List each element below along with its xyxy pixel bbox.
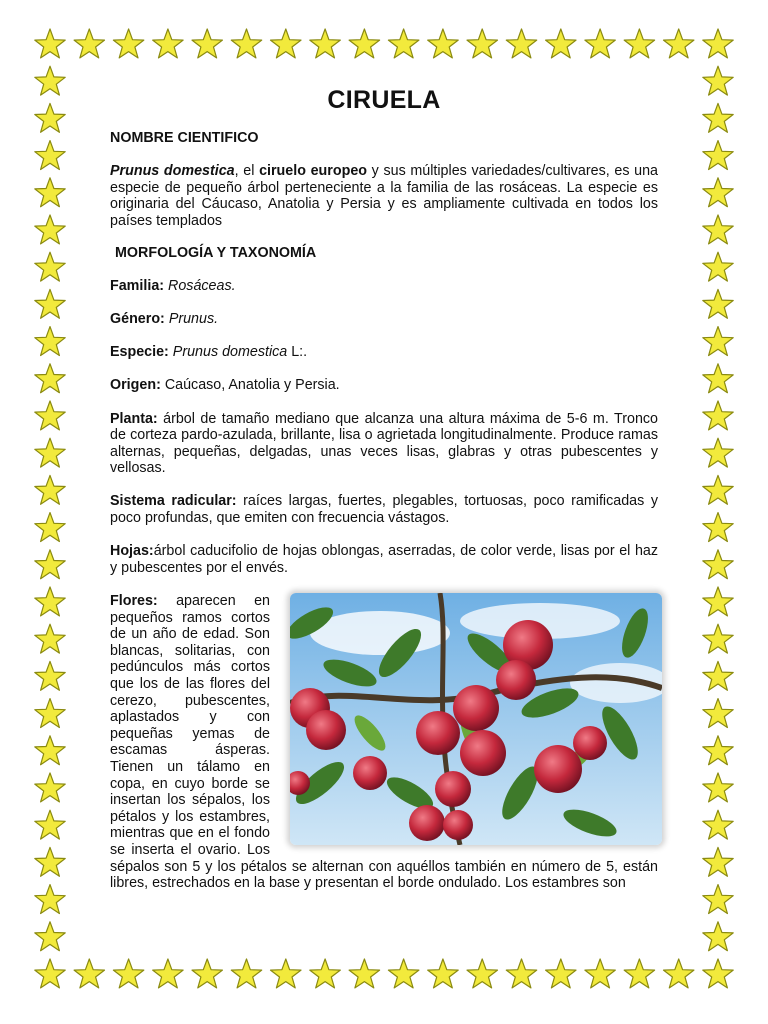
- especie-line: [110, 344, 658, 361]
- star-icon: [624, 959, 654, 988]
- star-icon: [703, 66, 733, 95]
- star-icon: [546, 29, 576, 58]
- star-icon: [35, 141, 65, 170]
- star-icon: [35, 327, 65, 356]
- star-icon: [703, 624, 733, 653]
- star-icon: [35, 401, 65, 430]
- star-icon: [506, 29, 536, 58]
- star-icon: [231, 29, 261, 58]
- star-icon: [703, 215, 733, 244]
- sistema-paragraph: [110, 493, 658, 526]
- star-icon: [703, 587, 733, 616]
- star-icon: [35, 178, 65, 207]
- star-icon: [35, 289, 65, 318]
- familia-value: Rosáceas.: [168, 277, 236, 294]
- especie-label: Especie:: [110, 344, 169, 361]
- star-icon: [113, 959, 143, 988]
- intro-paragraph: [110, 163, 658, 229]
- star-icon: [35, 103, 65, 132]
- star-icon: [703, 327, 733, 356]
- star-icon: [35, 624, 65, 653]
- star-icon: [703, 922, 733, 951]
- star-icon: [467, 29, 498, 58]
- origen-value: Caúcaso, Anatolia y Persia.: [160, 377, 340, 394]
- star-icon: [703, 364, 733, 393]
- star-icon: [310, 29, 341, 58]
- common-name: ciruelo europeo: [259, 163, 367, 180]
- section-heading-morfologia: MORFOLOGÍA Y TAXONOMÍA: [115, 244, 317, 261]
- planta-paragraph: [110, 411, 658, 477]
- star-icon: [35, 885, 65, 914]
- star-icon: [35, 475, 65, 504]
- page-title: CIRUELA: [327, 86, 441, 114]
- star-icon: [388, 29, 419, 58]
- star-icon: [546, 959, 576, 988]
- star-icon: [35, 215, 65, 244]
- plum-illustration: [290, 593, 662, 845]
- star-icon: [35, 773, 65, 802]
- sistema-label: Sistema radicular:: [110, 493, 237, 510]
- star-icon: [585, 29, 615, 58]
- star-icon: [703, 847, 733, 876]
- star-icon: [74, 29, 104, 58]
- hojas-paragraph: [110, 543, 658, 576]
- star-icon: [153, 29, 183, 58]
- familia-line: [110, 278, 658, 295]
- origen-label: Origen:: [110, 377, 161, 394]
- star-icon: [703, 699, 733, 728]
- star-icon: [428, 959, 459, 988]
- star-icon: [703, 513, 733, 542]
- section-heading-nombre: NOMBRE CIENTIFICO: [110, 130, 259, 146]
- planta-value: árbol de tamaño mediano que alcanza una altura máxima de 5-6 m. Tronco de corteza pardo-azulada, brillante, lisa o agrietada longitudinalmente. Produce ramas alternas, pequeñas, delgadas, unas veces lisas, glabras y otras pubescentes y vellosas.: [110, 410, 658, 477]
- star-icon: [35, 661, 65, 690]
- star-icon: [35, 29, 65, 58]
- star-icon: [703, 550, 733, 579]
- star-icon: [35, 736, 65, 765]
- star-icon: [428, 29, 459, 58]
- star-icon: [35, 810, 65, 839]
- star-icon: [35, 699, 65, 728]
- familia-label: Familia:: [110, 277, 165, 294]
- star-icon: [35, 587, 65, 616]
- star-icon: [192, 29, 222, 58]
- star-icon: [703, 178, 733, 207]
- document-body: [110, 84, 658, 892]
- star-icon: [35, 922, 65, 951]
- intro-text-2: y sus múltiples variedades/cultivares, es una especie de pequeño árbol perteneciente a la familia de las rosáceas. La especie es originaria del Cáucaso, Anatolia y Persia y es ampliamente cultivada en todos los países templados: [110, 163, 658, 229]
- hojas-label: Hojas:: [110, 543, 154, 560]
- flores-value: aparecen en pequeños ramos cortos de un año de edad. Son blancas, solitarias, con pedúnculos más cortos que los de las flores del cerezo, pubescentes, aplastados y con pequeñas yemas de escamas ásperas. Tienen un tálamo en copa, en cuyo borde se insertan los sépalos, los pétalos y los estambres, mientras que en el fondo se inserta el ovario. Los sépalos son 5 y los pétalos se alternan con aquéllos también en número de 5, están libres, estrechados en la base y presentan el borde ondulado. Los estambres son: [110, 593, 658, 892]
- star-icon: [467, 959, 498, 988]
- star-icon: [703, 252, 733, 281]
- genero-line: [110, 311, 658, 328]
- genero-value: Prunus.: [168, 310, 219, 327]
- origen-line: [110, 377, 658, 394]
- star-icon: [703, 959, 733, 988]
- sistema-value: raíces largas, fuertes, plegables, tortuosas, poco ramificadas y poco profundas, que emiten con frecuencia vástagos.: [110, 493, 658, 527]
- plum-tree-photo: [290, 593, 662, 845]
- especie-suffix: L:.: [287, 344, 308, 361]
- species-name: Prunus domestica: [110, 163, 235, 180]
- star-icon: [271, 959, 302, 988]
- hojas-value: árbol caducifolio de hojas oblongas, aserradas, de color verde, lisas por el haz y pubescentes por el envés.: [110, 543, 658, 576]
- star-icon: [585, 959, 615, 988]
- star-icon: [35, 513, 65, 542]
- star-icon: [703, 885, 733, 914]
- star-icon: [703, 438, 733, 467]
- flores-section: [110, 593, 658, 892]
- star-icon: [703, 475, 733, 504]
- star-icon: [192, 959, 222, 988]
- star-icon: [310, 959, 341, 988]
- star-icon: [35, 364, 65, 393]
- star-icon: [664, 29, 694, 58]
- star-icon: [703, 773, 733, 802]
- star-icon: [703, 810, 733, 839]
- star-icon: [388, 959, 419, 988]
- star-icon: [35, 252, 65, 281]
- star-icon: [35, 847, 65, 876]
- star-icon: [624, 29, 654, 58]
- especie-value: Prunus domestica: [172, 344, 288, 361]
- star-icon: [703, 736, 733, 765]
- star-icon: [349, 959, 380, 988]
- star-icon: [703, 661, 733, 690]
- star-icon: [703, 289, 733, 318]
- star-icon: [35, 550, 65, 579]
- star-icon: [703, 29, 733, 58]
- star-icon: [703, 141, 733, 170]
- star-icon: [271, 29, 302, 58]
- star-icon: [113, 29, 143, 58]
- star-icon: [703, 103, 733, 132]
- star-icon: [349, 29, 380, 58]
- star-icon: [153, 959, 183, 988]
- intro-text-1: , el: [234, 163, 260, 180]
- star-icon: [703, 401, 733, 430]
- genero-label: Género:: [110, 310, 165, 327]
- planta-label: Planta:: [110, 410, 158, 427]
- star-icon: [506, 959, 536, 988]
- star-icon: [231, 959, 261, 988]
- star-icon: [35, 66, 65, 95]
- star-icon: [74, 959, 104, 988]
- star-icon: [35, 959, 65, 988]
- flores-label: Flores:: [110, 593, 158, 610]
- star-icon: [35, 438, 65, 467]
- star-icon: [664, 959, 694, 988]
